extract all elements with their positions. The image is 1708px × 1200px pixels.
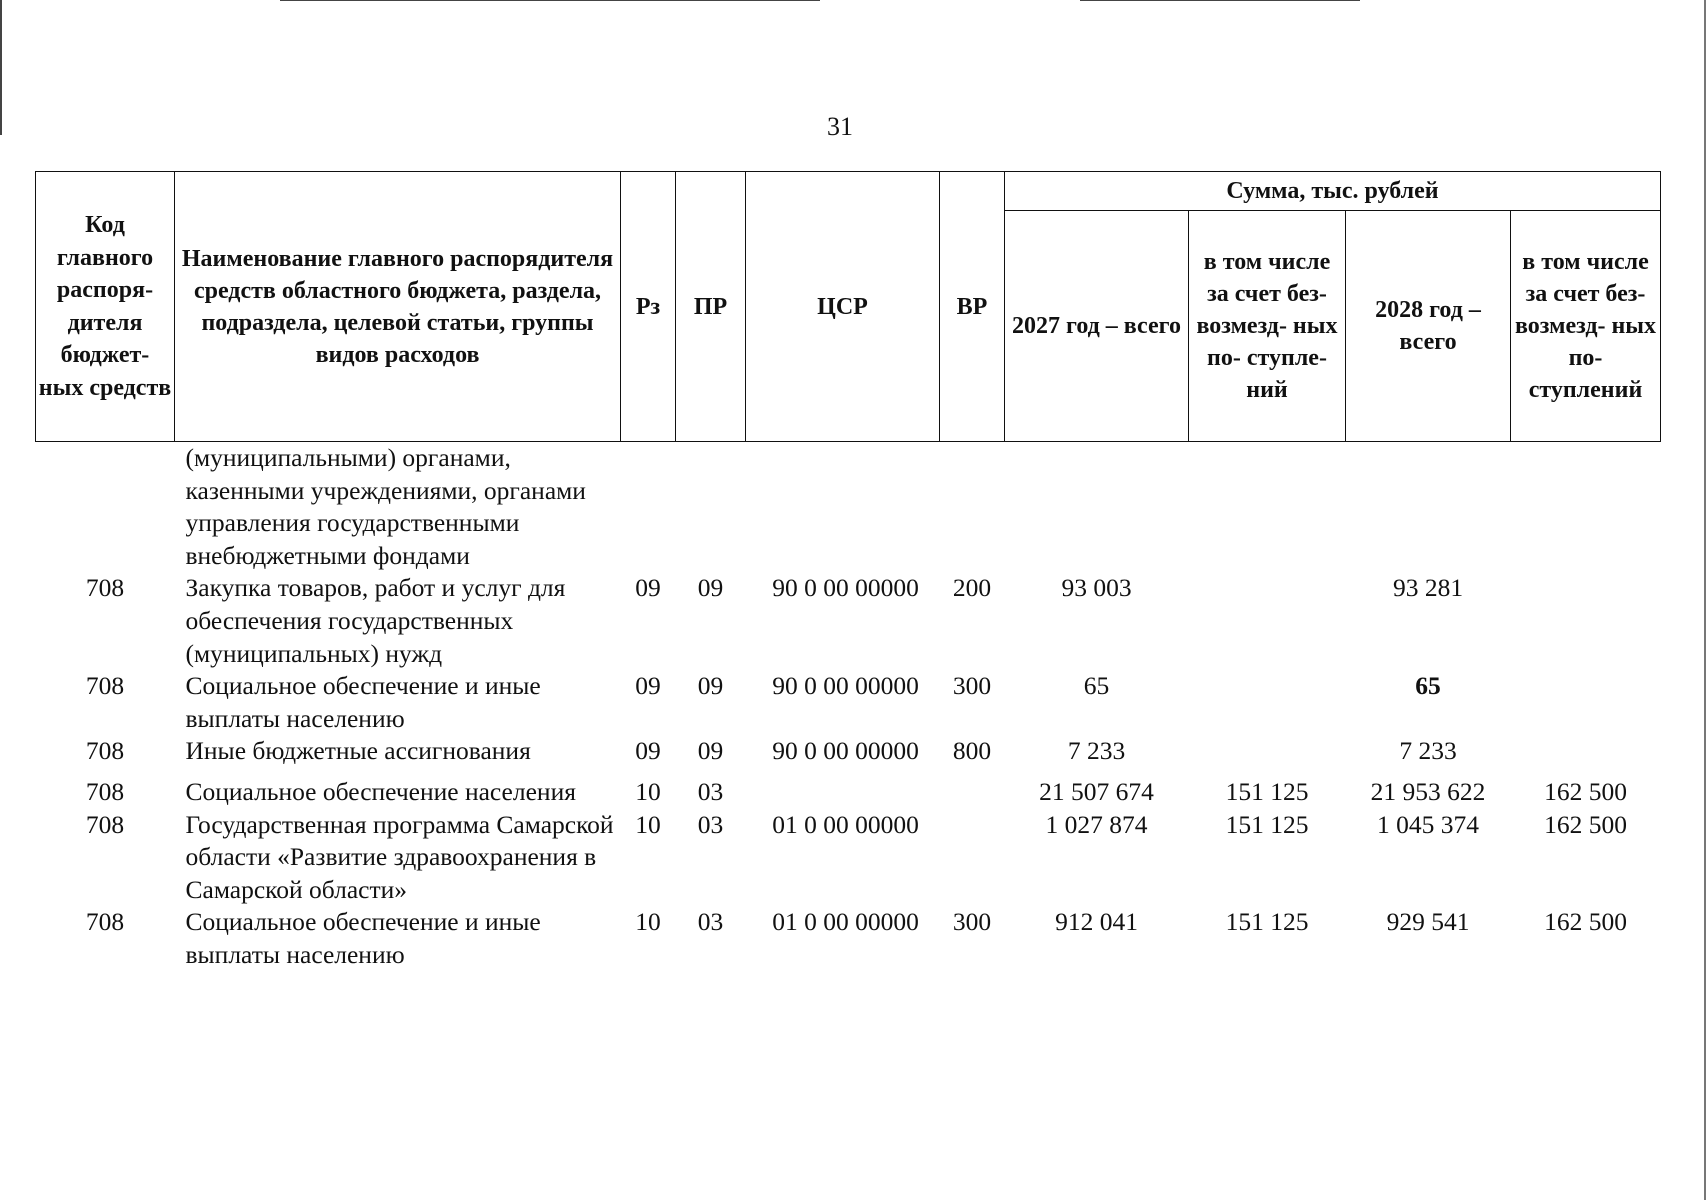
cell-code: 708 [85,776,125,806]
cell-name: Иные бюджетные ассигнования [185,736,531,766]
header-rz: Рз [621,172,676,442]
cell-2028-free: 162 500 [1544,776,1627,806]
header-code: Код главного распоря- дителя бюджет- ных средств [36,172,175,442]
cell-pr: 09 [697,573,724,603]
cell-2027-total: 93 003 [1061,573,1132,603]
cell-rz: 09 [635,671,661,701]
cell-code: 708 [85,671,125,701]
cell-pr: 03 [697,907,724,937]
cell-2028-total: 1 045 374 [1377,809,1479,839]
cell-code [36,442,175,573]
cell-2028-free [1511,442,1661,573]
cell-code: 708 [85,736,125,766]
cell-2028-total: 65 [1415,671,1441,701]
cell-pr: 09 [697,671,724,701]
scan-edge-line-right [1704,0,1706,1200]
cell-csr: 90 0 00 00000 [772,671,919,701]
cell-2027-free: 151 125 [1225,907,1309,937]
cell-2028-free [1511,735,1661,776]
cell-2027-free: 151 125 [1225,809,1309,839]
cell-name: Закупка товаров, работ и услуг для обеспечения государственных (муниципальных) нужд [185,573,566,668]
cell-csr: 01 0 00 00000 [772,907,919,937]
cell-vr: 300 [952,671,992,701]
cell-2027-total: 1 027 874 [1045,809,1148,839]
cell-2027-total: 7 233 [1067,736,1126,766]
scan-edge-line-top [280,0,820,1]
cell-csr: 01 0 00 00000 [772,809,919,839]
header-sum: Сумма, тыс. рублей [1005,172,1661,211]
cell-rz: 09 [635,573,661,603]
cell-vr: 200 [952,573,992,603]
table-row [36,442,1661,573]
cell-name: (муниципальными) органами, казенными учреждениями, органами управления государственными внебюджетными фондами [185,443,586,570]
cell-vr [940,776,1005,809]
table-row [36,735,1661,776]
cell-2027-total: 21 507 674 [1039,776,1154,806]
cell-csr [746,776,940,809]
cell-vr [940,809,1005,907]
cell-2028-total [1346,442,1511,573]
page-number: 31 [827,112,853,141]
cell-csr: 90 0 00 00000 [772,736,919,766]
cell-2027-free [1189,735,1346,776]
cell-2027-total: 65 [1083,671,1110,701]
cell-name: Социальное обеспечение населения [185,776,576,806]
cell-2027-free [1189,572,1346,670]
cell-code: 708 [85,907,125,937]
header-2028-total: 2028 год – всего [1346,211,1511,442]
cell-name: Государственная программа Самарской области «Развитие здравоохранения в Самарской области» [185,809,614,904]
cell-pr: 03 [697,809,724,839]
cell-2028-free [1511,572,1661,670]
cell-2027-free [1189,670,1346,735]
cell-rz [621,442,676,573]
cell-vr [940,442,1005,573]
cell-2028-total: 929 541 [1386,907,1470,937]
table-row [36,572,1661,670]
header-2027-total: 2027 год – всего [1005,211,1189,442]
cell-pr [676,442,746,573]
cell-2028-total: 7 233 [1399,736,1457,766]
cell-code: 708 [85,573,125,603]
table-row [36,809,1661,907]
cell-name: Социальное обеспечение и иные выплаты населению [185,671,541,733]
table-row [36,906,1661,971]
cell-pr: 03 [697,776,724,806]
cell-rz: 09 [635,736,661,766]
header-2027-free: в том числе за счет без- возмезд- ных по- ступле- ний [1189,211,1346,442]
header-name: Наименование главного распорядителя средств областного бюджета, раздела, подраздела, целевой статьи, группы видов расходов [175,172,621,442]
header-2028-free: в том числе за счет без- возмезд- ных по- ступлений [1511,211,1661,442]
cell-2027-free [1189,442,1346,573]
scan-edge-line-top-right [1080,0,1360,1]
cell-vr: 300 [952,907,992,937]
cell-csr [746,442,940,573]
cell-pr: 09 [697,736,724,766]
cell-2028-free: 162 500 [1544,907,1627,937]
budget-table [35,171,1661,972]
cell-csr: 90 0 00 00000 [772,573,919,603]
cell-2027-total: 912 041 [1055,907,1138,937]
table-row [36,776,1661,809]
cell-2027-total [1005,442,1189,573]
header-csr: ЦСР [746,172,940,442]
cell-2028-total: 93 281 [1392,573,1464,603]
cell-2028-free [1511,670,1661,735]
cell-2028-free: 162 500 [1544,809,1627,839]
cell-code: 708 [85,809,125,839]
header-pr: ПР [676,172,746,442]
cell-rz: 10 [635,809,661,839]
cell-name: Социальное обеспечение и иные выплаты населению [185,907,541,969]
cell-rz: 10 [635,907,661,937]
cell-rz: 10 [635,776,661,806]
table-row [36,670,1661,735]
cell-vr: 800 [952,736,992,766]
cell-2027-free: 151 125 [1225,776,1309,806]
header-vr: ВР [940,172,1005,442]
cell-2028-total: 21 953 622 [1370,776,1486,806]
